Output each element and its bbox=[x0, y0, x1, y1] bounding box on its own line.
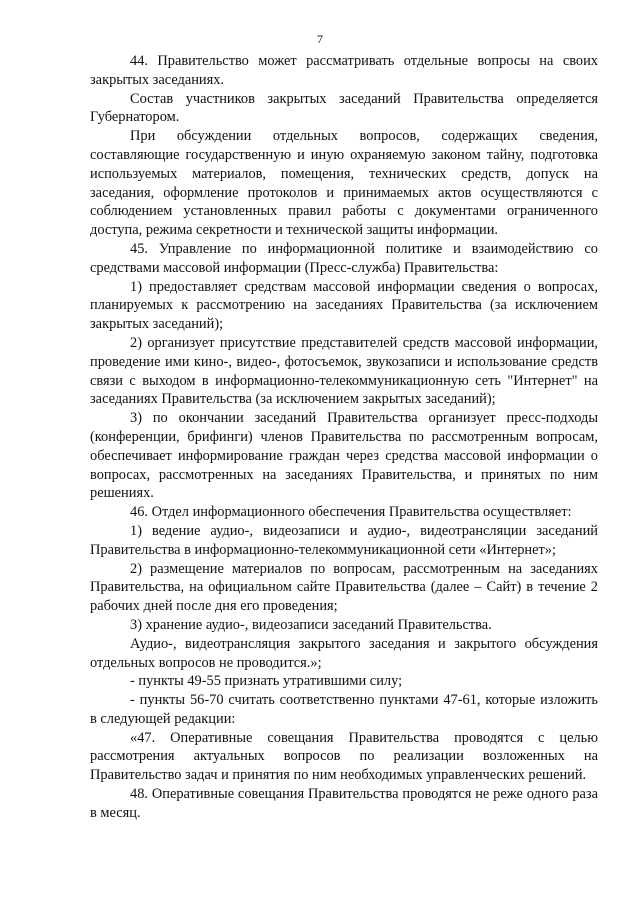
paragraph-46-item-3: 3) хранение аудио-, видеозаписи заседаний Правительства. bbox=[130, 616, 492, 633]
document-body bbox=[90, 52, 598, 823]
paragraph-closed-meeting-participants: Состав участников закрытых заседаний Правительства определяется Губернатором. bbox=[90, 90, 598, 126]
paragraph-45-item-1: 1) предоставляет средствам массовой информации сведения о вопросах, планируемых к рассмотрению на заседаниях Правительства (за исключением закрытых заседаний); bbox=[90, 278, 598, 333]
paragraph-46-item-1: 1) ведение аудио-, видеозаписи и аудио-, видеотрансляции заседаний Правительства в информационно-телекоммуникационной сети «Интернет»; bbox=[90, 522, 598, 558]
paragraph-broadcast-closed: Аудио-, видеотрансляция закрытого заседания и закрытого обсуждения отдельных вопросов не проводится.»; bbox=[90, 635, 598, 671]
paragraph-renumber-56-70: - пункты 56-70 считать соответственно пунктами 47-61, которые изложить в следующей редакции: bbox=[90, 692, 598, 727]
paragraph-45-item-3: 3) по окончании заседаний Правительства организует пресс-подходы (конференции, брифинги) членов Правительства по рассмотренным вопросам, обеспечивает информирование граждан через средства массовой информации о вопросах, рассмотренных на заседаниях Правительства, и принятых по ним решениях. bbox=[90, 410, 598, 502]
paragraph-44: 44. Правительство может рассматривать отдельные вопросы на своих закрытых заседаниях. bbox=[90, 53, 598, 88]
paragraph-46-item-2: 2) размещение материалов по вопросам, рассмотренным на заседаниях Правительства, на официальном сайте Правительства (далее – Сайт) в течение 2 рабочих дней после дня его проведения; bbox=[90, 560, 598, 615]
paragraph-48: 48. Оперативные совещания Правительства проводятся не реже одного раза в месяц. bbox=[90, 786, 598, 821]
paragraph-45: 45. Управление по информационной политике и взаимодействию со средствами массовой информации (Пресс-служба) Правительства: bbox=[90, 240, 598, 276]
paragraph-46: 46. Отдел информационного обеспечения Правительства осуществляет: bbox=[130, 504, 572, 521]
paragraph-repeal-49-55: - пункты 49-55 признать утратившими силу; bbox=[130, 673, 403, 690]
page-number: 7 bbox=[317, 32, 323, 46]
paragraph-secrecy-rules: При обсуждении отдельных вопросов, содержащих сведения, составляющие государственную и иную охраняемую законом тайну, подготовка используемых материалов, помещения, технических средств, допуск на заседания, оформление протоколов и принимаемых актов осуществляются с соблюдением установленных правил работы с документами ограниченного доступа, режима секретности и технической защиты информации. bbox=[90, 128, 598, 239]
paragraph-45-item-2: 2) организует присутствие представителей средств массовой информации, проведение ими кино-, видео-, фотосъемок, звукозаписи и использование средств связи с выходом в информационно-телекоммуникационную сеть "Интернет" на заседаниях Правительства (за исключением закрытых заседаний); bbox=[90, 334, 598, 408]
paragraph-47: «47. Оперативные совещания Правительства проводятся с целью рассмотрения актуальных вопросов по реализации возложенных на Правительство задач и принятия по ним необходимых управленческих решений. bbox=[90, 729, 598, 784]
